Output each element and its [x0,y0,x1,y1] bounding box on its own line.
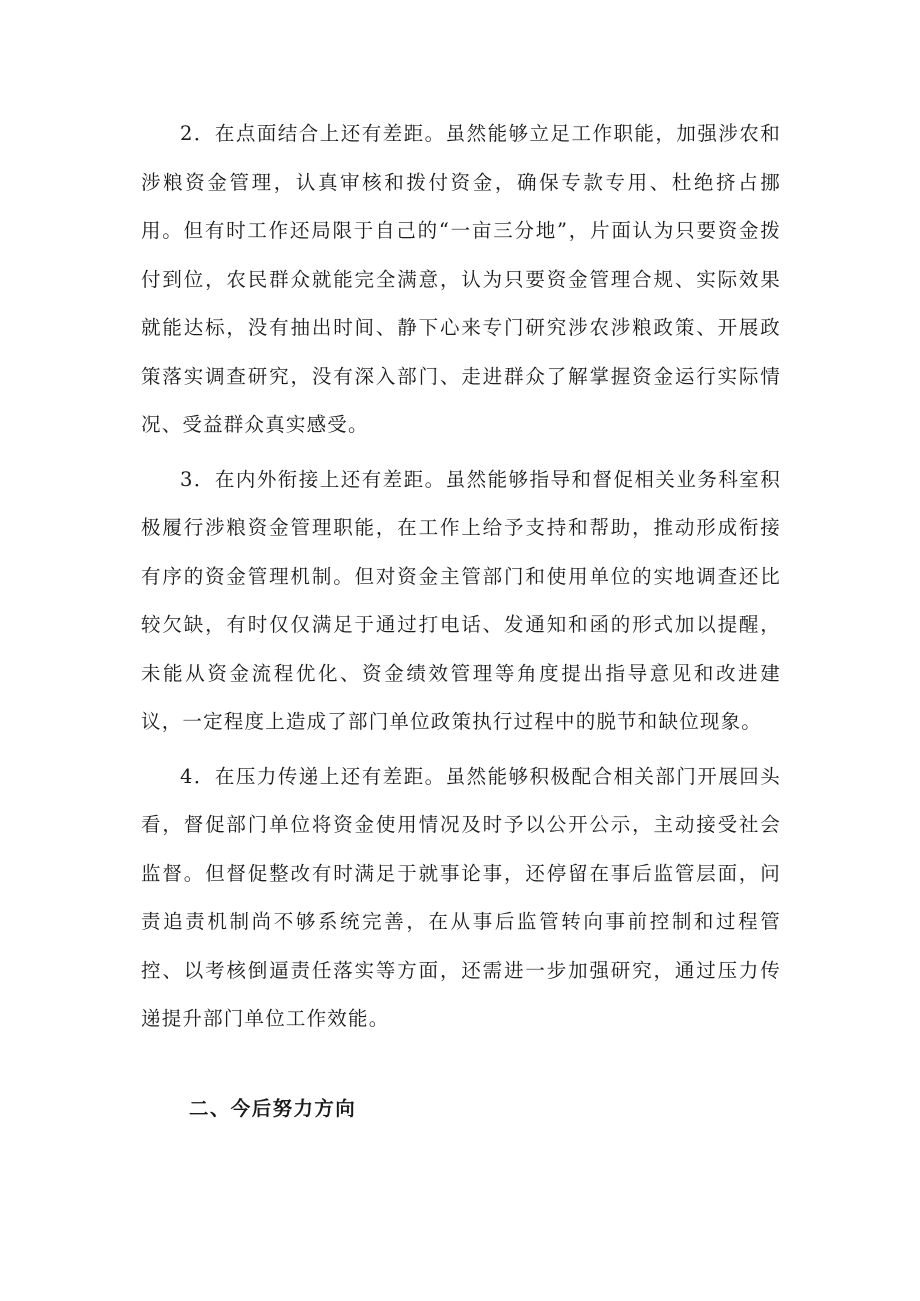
paragraph-item-3: 3．在内外衔接上还有差距。虽然能够指导和督促相关业务科室积极履行涉粮资金管理职能，在工作上给予支持和帮助，推动形成衔接有序的资金管理机制。但对资金主管部门和使用单位的实地调查还比较欠缺，有时仅仅满足于通过打电话、发通知和函的形式加以提醒，未能从资金流程优化、资金绩效管理等角度提出指导意见和改进建议，一定程度上造成了部门单位政策执行过程中的脱节和缺位现象。 [141,467,781,733]
paragraph-item-4: 4．在压力传递上还有差距。虽然能够积极配合相关部门开展回头看，督促部门单位将资金使用情况及时予以公开公示，主动接受社会监督。但督促整改有时满足于就事论事，还停留在事后监管层面，问责追责机制尚不够系统完善，在从事后监管转向事前控制和过程管控、以考核倒逼责任落实等方面，还需进一步加强研究，通过压力传递提升部门单位工作效能。 [141,764,781,1030]
document-body [141,110,781,1050]
section-heading: 二、今后努力方向 [189,1097,357,1120]
paragraph-item-2: 2．在点面结合上还有差距。虽然能够立足工作职能，加强涉农和涉粮资金管理，认真审核和拨付资金，确保专款专用、杜绝挤占挪用。但有时工作还局限于自己的“一亩三分地”，片面认为只要资金拨付到位，农民群众就能完全满意，认为只要资金管理合规、实际效果就能达标，没有抽出时间、静下心来专门研究涉农涉粮政策、开展政策落实调查研究，没有深入部门、走进群众了解掌握资金运行实际情况、受益群众真实感受。 [141,122,781,436]
